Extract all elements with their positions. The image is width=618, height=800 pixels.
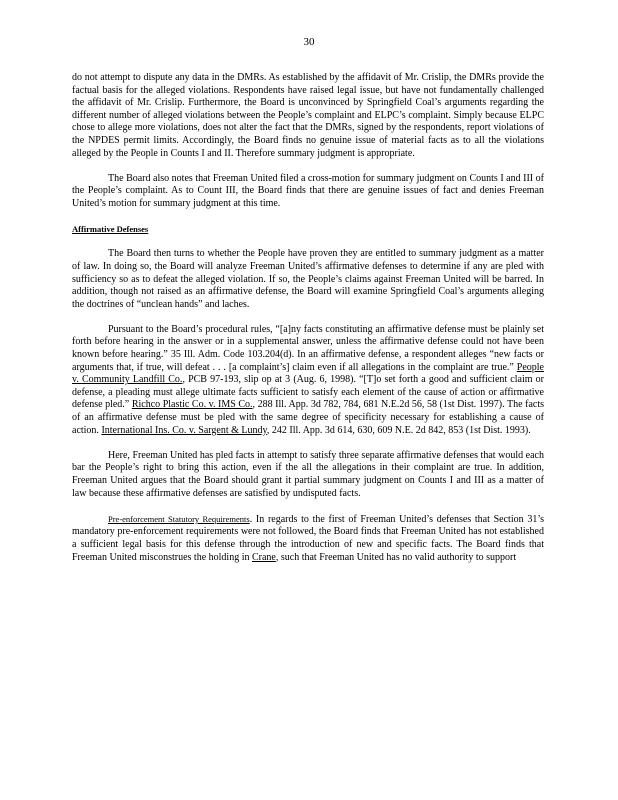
paragraph-procedural-rules <box>72 324 544 437</box>
paragraph-three-defenses: Here, Freeman United has pled facts in attempt to satisfy three separate affirmative defenses that would each bar the People’s right to bring this action, even if the all the allegations in their complaint are true. In addition, Freeman United argues that the Board should grant it partial summary judgment on Counts I and III as a matter of law because these affirmative defenses are satisfied by undisputed facts. <box>72 449 544 499</box>
text-run: , such that Freeman United has no valid authority to support <box>275 551 517 563</box>
page-number: 30 <box>303 36 315 48</box>
case-citation: Crane <box>251 551 276 563</box>
section-heading-affirmative-defenses <box>72 223 544 236</box>
text-run: , 242 Ill. App. 3d 614, 630, 609 N.E. 2d 842, 853 (1st Dist. 1993). <box>266 424 531 436</box>
subsection-heading: Pre-enforcement Statutory Requirements <box>108 513 250 524</box>
section-heading-text: Affirmative Defenses <box>72 224 149 235</box>
paragraph-pre-enforcement <box>72 513 544 564</box>
paragraph-dmr-violations: do not attempt to dispute any data in the DMRs. As established by the affidavit of Mr. Crislip, the DMRs provide the factual basis for the alleged violations. Respondents have raised legal issue, but have not fundamentally challenged the affidavit of Mr. Crislip. Furthermore, the Board is unconvinced by Springfield Coal’s arguments regarding the different number of alleged violations between the People’s complaint and ELPC’s complaint. Simply because ELPC chose to allege more violations, does not alter the fact that the DMRs, signed by the respondents, report violations of the NPDES permit limits. Accordingly, the Board finds no genuine issue of material facts as to all the violations alleged by the People in Counts I and II. Therefore summary judgment is appropriate. <box>72 72 544 159</box>
text-run: . In regards to the first of Freeman United’s defenses that Section 31’s mandatory pre-enforcement requirements were not followed, the Board finds that Freeman United has not established a sufficient legal basis for this defense through the introduction of new and specific facts. The Board finds that Freeman United misconstrues the holding in <box>72 513 544 563</box>
case-citation: People v. Community Landfill Co. <box>72 361 544 386</box>
paragraph-cross-motion: The Board also notes that Freeman United filed a cross-motion for summary judgment on Counts I and III of the People’s complaint. As to Count III, the Board finds that there are genuine issues of fact and denies Freeman United’s motion for summary judgment at this time. <box>72 172 544 209</box>
text-run: , PCB 97-193, slip op at 3 (Aug. 6, 1998). “[T]o set forth a good and sufficient claim or defense, a pleading must allege ultimate facts sufficient to satisfy each element of the cause of action or affirmative defense pled.” <box>72 374 544 411</box>
case-citation: International Ins. Co. v. Sargent & Lundy <box>101 424 267 436</box>
text-run: , 288 Ill. App. 3d 782, 784, 681 N.E.2d 56, 58 (1st Dist. 1997). The facts of an affirmative defense must be pled with the same degree of specificity necessary for establishing a cause of action. <box>72 399 544 436</box>
text-run: Pursuant to the Board’s procedural rules, “[a]ny facts constituting an affirmative defense must be plainly set forth before hearing in the answer or in a supplemental answer, unless the affirmative defense could not have been known before hearing.” 35 Ill. Adm. Code 103.204(d). In an affirmative defense, a respondent alleges “new facts or arguments that, if true, will defeat . . . [a complaint’s] claim even if all allegations in the complaint are true.” <box>72 323 544 373</box>
paragraph-analysis-intro: The Board then turns to whether the People have proven they are entitled to summary judgment as a matter of law. In doing so, the Board will analyze Freeman United’s affirmative defenses to determine if any are pled with sufficiency so as to defeat the alleged violation. If so, the People’s claims against Freeman United will be barred. In addition, though not raised as an affirmative defense, the Board will examine Springfield Coal’s arguments alleging the doctrines of “unclean hands” and laches. <box>72 248 544 310</box>
case-citation: Richco Plastic Co. v. IMS Co. <box>131 399 253 411</box>
document-body <box>72 72 544 577</box>
